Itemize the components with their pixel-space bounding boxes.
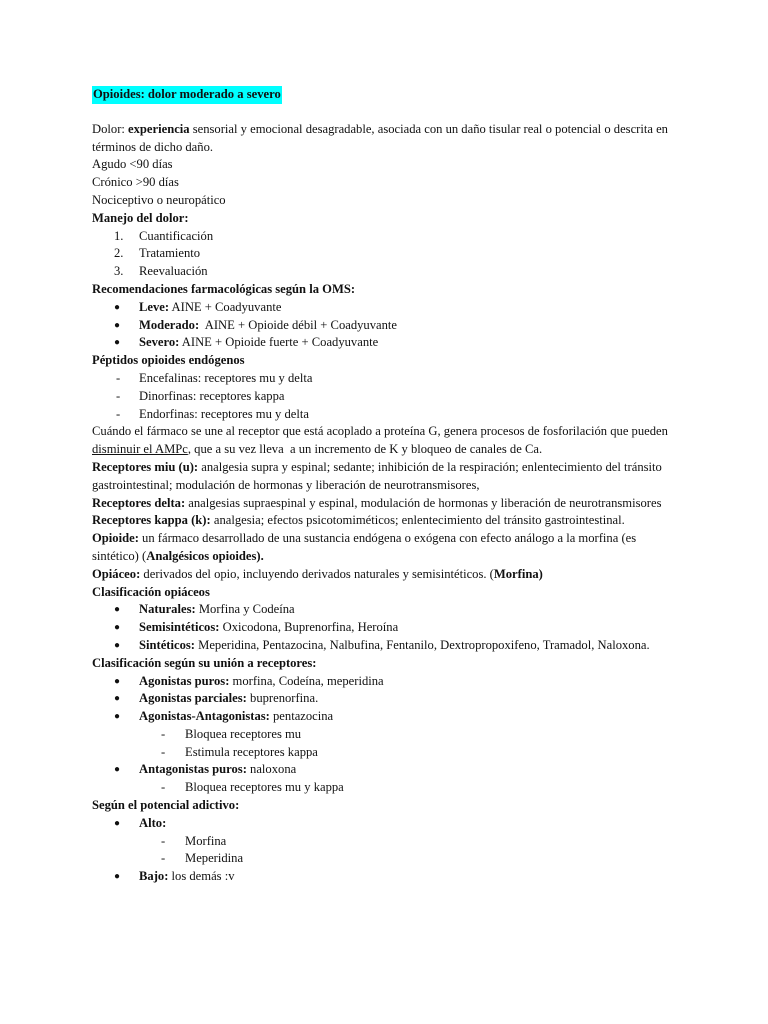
list-item: 1. Cuantificación xyxy=(114,228,214,243)
manejo-list xyxy=(92,228,682,281)
mechanism-paragraph: Cuándo el fármaco se une al receptor que está acoplado a proteína G, genera procesos de fosforilación que pueden disminuir el AMPc, que a su vez lleva a un incremento de K y bloqueo de canales de Ca. xyxy=(92,424,668,457)
dash-icon: - xyxy=(161,744,166,759)
clasif-opiaceos-heading: Clasificación opiáceos xyxy=(92,584,210,599)
opioide-definition: Opioide: un fármaco desarrollado de una sustancia endógena o exógena con efecto análogo a la morfina (es sintético) (Analgésicos opioides). xyxy=(92,531,637,563)
bullet-icon: ● xyxy=(114,604,121,616)
clasif-union-list xyxy=(92,673,682,798)
dash-icon: - xyxy=(161,851,166,866)
list-item: ● Severo: AINE + Opioide fuerte + Coadyuvante xyxy=(92,334,682,352)
page-title: Opioides: dolor moderado a severo xyxy=(92,86,282,104)
receptor-mu: Receptores miu (u): analgesia supra y espinal; sedante; inhibición de la respiración; enlentecimiento del tránsito gastrointestinal; modulación de hormonas y liberación de neurotransmisores, xyxy=(92,459,662,492)
list-item: ● Naturales: Morfina y Codeína xyxy=(92,601,682,619)
dash-icon: - xyxy=(161,726,166,741)
list-item: - Meperidina xyxy=(139,850,682,868)
bullet-icon: ● xyxy=(114,622,121,634)
list-item: - Bloquea receptores mu y kappa xyxy=(139,779,682,797)
list-item: 2. Tratamiento xyxy=(114,246,201,261)
list-item: - Dinorfinas: receptores kappa xyxy=(92,388,682,406)
sub-list xyxy=(139,726,682,762)
bullet-icon: ● xyxy=(114,319,121,331)
sub-list xyxy=(139,833,682,869)
list-item: ● Moderado: AINE + Opioide débil + Coadyuvante xyxy=(92,317,682,335)
clasif-opiaceos-list xyxy=(92,601,682,654)
document-body xyxy=(92,86,682,886)
receptor-delta: Receptores delta: analgesias supraespinal y espinal, modulación de hormonas y liberación de neurotransmisores xyxy=(92,495,662,510)
manejo-heading: Manejo del dolor: xyxy=(92,210,189,225)
list-item: ● Alto: - Morfina - Meperidina xyxy=(92,815,682,868)
dash-icon: - xyxy=(161,833,166,848)
potencial-heading: Según el potencial adictivo: xyxy=(92,798,240,813)
bullet-icon: ● xyxy=(114,337,121,349)
dash-icon: - xyxy=(161,780,166,795)
bullet-icon: ● xyxy=(114,764,121,776)
dash-icon: - xyxy=(116,406,121,421)
list-item: ● Semisintéticos: Oxicodona, Buprenorfina, Heroína xyxy=(92,619,682,637)
list-item: ● Leve: AINE + Coadyuvante xyxy=(92,299,682,317)
list-item: 3. Reevaluación xyxy=(114,264,208,279)
list-item: - Encefalinas: receptores mu y delta xyxy=(92,370,682,388)
list-item: ● Bajo: los demás :v xyxy=(92,868,682,886)
list-item: ● Agonistas-Antagonistas: pentazocina - Bloquea receptores mu - Estimula receptores kappa xyxy=(92,708,682,761)
dash-icon: - xyxy=(116,388,121,403)
bullet-icon: ● xyxy=(114,711,121,723)
cronico-line: Crónico >90 días xyxy=(92,175,179,190)
list-item: - Morfina xyxy=(139,833,682,851)
list-item: - Bloquea receptores mu xyxy=(139,726,682,744)
nociceptivo-line: Nociceptivo o neuropático xyxy=(92,192,226,207)
bullet-icon: ● xyxy=(114,639,121,651)
clasif-union-heading: Clasificación según su unión a receptores: xyxy=(92,655,317,670)
agudo-line: Agudo <90 días xyxy=(92,157,173,172)
list-item: ● Sintéticos: Meperidina, Pentazocina, Nalbufina, Fentanilo, Dextropropoxifeno, Tramadol, Naloxona. xyxy=(92,637,682,655)
peptidos-heading: Péptidos opioides endógenos xyxy=(92,353,245,368)
dolor-definition: Dolor: experiencia sensorial y emocional desagradable, asociada con un daño tisular real o potencial o descrita en términos de dicho daño. xyxy=(92,121,668,154)
list-item: ● Agonistas puros: morfina, Codeína, meperidina xyxy=(92,673,682,691)
oms-heading: Recomendaciones farmacológicas según la OMS: xyxy=(92,281,356,296)
peptidos-list xyxy=(92,370,682,423)
potencial-list xyxy=(92,815,682,886)
bullet-icon: ● xyxy=(114,817,121,829)
list-item: - Endorfinas: receptores mu y delta xyxy=(92,406,682,424)
dash-icon: - xyxy=(116,370,121,385)
bullet-icon: ● xyxy=(114,301,121,313)
bullet-icon: ● xyxy=(114,693,121,705)
sub-list xyxy=(139,779,682,797)
list-item: ● Agonistas parciales: buprenorfina. xyxy=(92,690,682,708)
oms-list xyxy=(92,299,682,352)
bullet-icon: ● xyxy=(114,675,121,687)
receptor-kappa: Receptores kappa (k): analgesia; efectos psicotomiméticos; enlentecimiento del tránsito gastrointestinal. xyxy=(92,513,625,528)
list-item: ● Antagonistas puros: naloxona - Bloquea receptores mu y kappa xyxy=(92,761,682,797)
bullet-icon: ● xyxy=(114,871,121,883)
opiaceo-definition: Opiáceo: derivados del opio, incluyendo derivados naturales y semisintéticos. (Morfina) xyxy=(92,566,543,581)
list-item: - Estimula receptores kappa xyxy=(139,744,682,762)
